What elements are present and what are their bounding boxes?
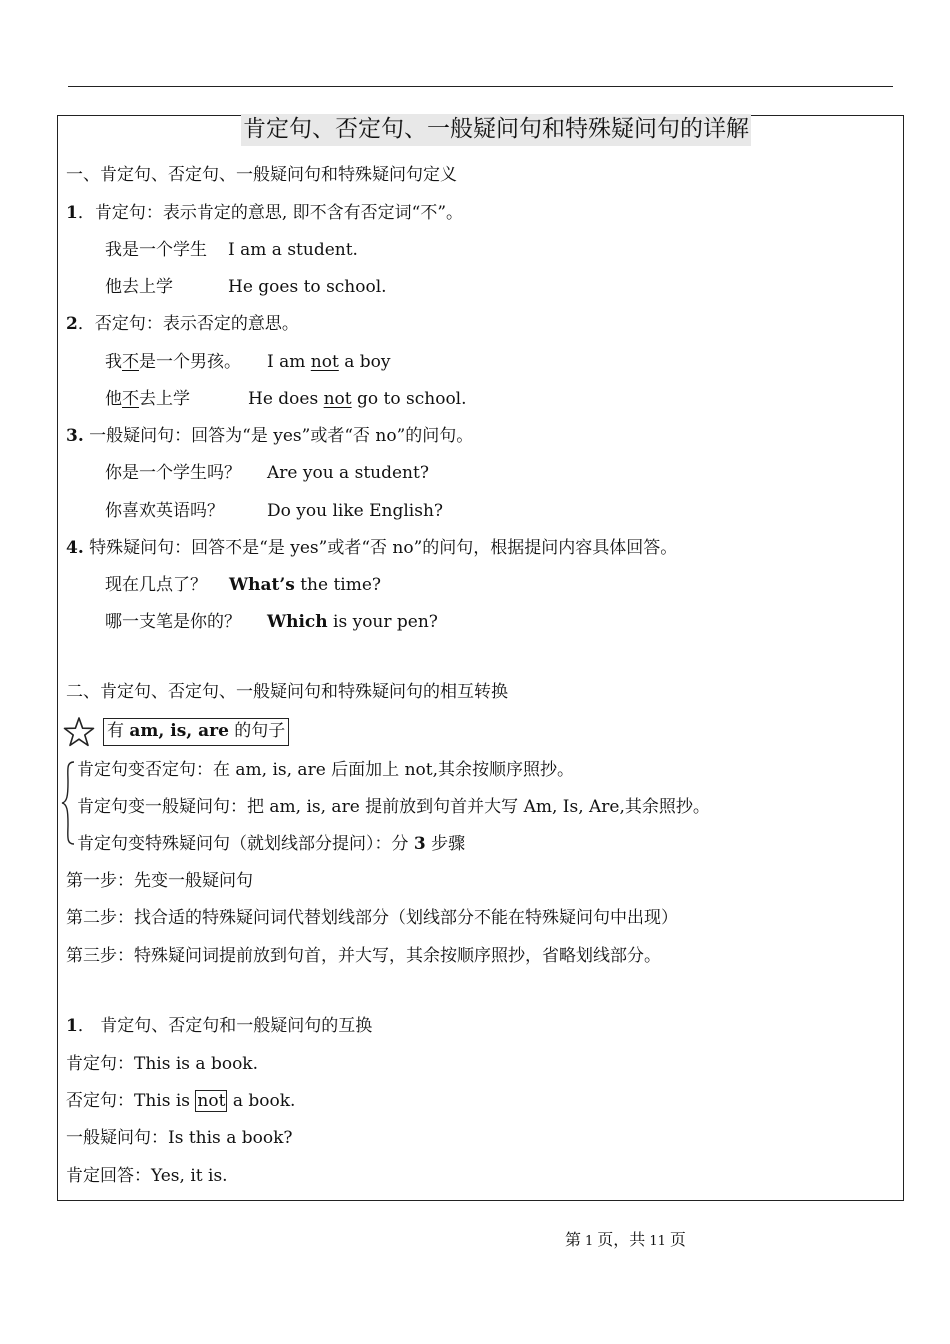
item1-heading: 1．肯定句：表示肯定的意思, 即不含有否定词“不”。: [66, 203, 464, 223]
item4-example2-cn: 哪一支笔是你的？: [105, 612, 241, 632]
item3-example2-en: Do you like English?: [267, 501, 444, 521]
page-footer: 第 1 页，共 11 页: [565, 1230, 686, 1249]
star-icon: [63, 716, 95, 748]
item3-heading: 3. 一般疑问句：回答为“是 yes”或者“否 no”的问句。: [66, 426, 474, 446]
rule-affirmative-to-negative: 肯定句变否定句：在 am, is, are 后面加上 not,其余按顺序照抄。: [77, 760, 574, 780]
item4-example2-en: Which is your pen?: [267, 612, 438, 632]
curly-brace-icon: [60, 760, 76, 846]
rule-affirmative-to-special-question: 肯定句变特殊疑问句（就划线部分提问）：分 3 步骤: [77, 834, 466, 854]
negative-example: 否定句：This is not a book.: [66, 1091, 296, 1111]
item3-example1-cn: 你是一个学生吗？: [105, 463, 241, 483]
boxed-subheading: 有 am, is, are 的句子: [103, 718, 289, 746]
boxed-not: not: [197, 1091, 226, 1111]
item2-example2-en: He does not go to school.: [248, 389, 467, 409]
item4-example1-cn: 现在几点了？: [105, 575, 207, 595]
item4-heading: 4. 特殊疑问句：回答不是“是 yes”或者“否 no”的问句，根据提问内容具体回答。: [66, 538, 678, 558]
step-two: 第二步：找合适的特殊疑问词代替划线部分（划线部分不能在特殊疑问句中出现）: [66, 908, 678, 928]
section1-heading: 一、肯定句、否定句、一般疑问句和特殊疑问句定义: [66, 165, 457, 185]
section2-heading: 二、肯定句、否定句、一般疑问句和特殊疑问句的相互转换: [66, 682, 508, 702]
item1-example1-cn: 我是一个学生: [105, 240, 207, 260]
step-three: 第三步：特殊疑问词提前放到句首，并大写，其余按顺序照抄，省略划线部分。: [66, 946, 661, 966]
item1-example2-en: He goes to school.: [228, 277, 387, 297]
item3-example1-en: Are you a student?: [267, 463, 429, 483]
item1-example2-cn: 他去上学: [105, 277, 173, 297]
item1-example1-en: I am a student.: [228, 240, 358, 260]
header-rule: [68, 86, 893, 87]
item4-example1-en: What’s the time?: [229, 575, 382, 595]
general-question-example: 一般疑问句：Is this a book?: [66, 1128, 293, 1148]
item2-example1-en: I am not a boy: [267, 352, 391, 372]
step-one: 第一步：先变一般疑问句: [66, 871, 253, 891]
rule-affirmative-to-general-question: 肯定句变一般疑问句：把 am, is, are 提前放到句首并大写 Am, Is, Are,其余照抄。: [77, 797, 710, 817]
item2-example2-cn: 他不去上学: [105, 389, 190, 409]
affirmative-example: 肯定句：This is a book.: [66, 1054, 259, 1074]
affirmative-answer-example: 肯定回答：Yes, it is.: [66, 1166, 228, 1186]
item2-example1-cn: 我不是一个男孩。: [105, 352, 241, 372]
content-frame: [57, 115, 904, 1201]
page-title: 肯定句、否定句、一般疑问句和特殊疑问句的详解: [241, 114, 751, 146]
item2-heading: 2．否定句：表示否定的意思。: [66, 314, 299, 334]
section3-heading: 1． 肯定句、否定句和一般疑问句的互换: [66, 1016, 373, 1036]
item3-example2-cn: 你喜欢英语吗？: [105, 501, 224, 521]
